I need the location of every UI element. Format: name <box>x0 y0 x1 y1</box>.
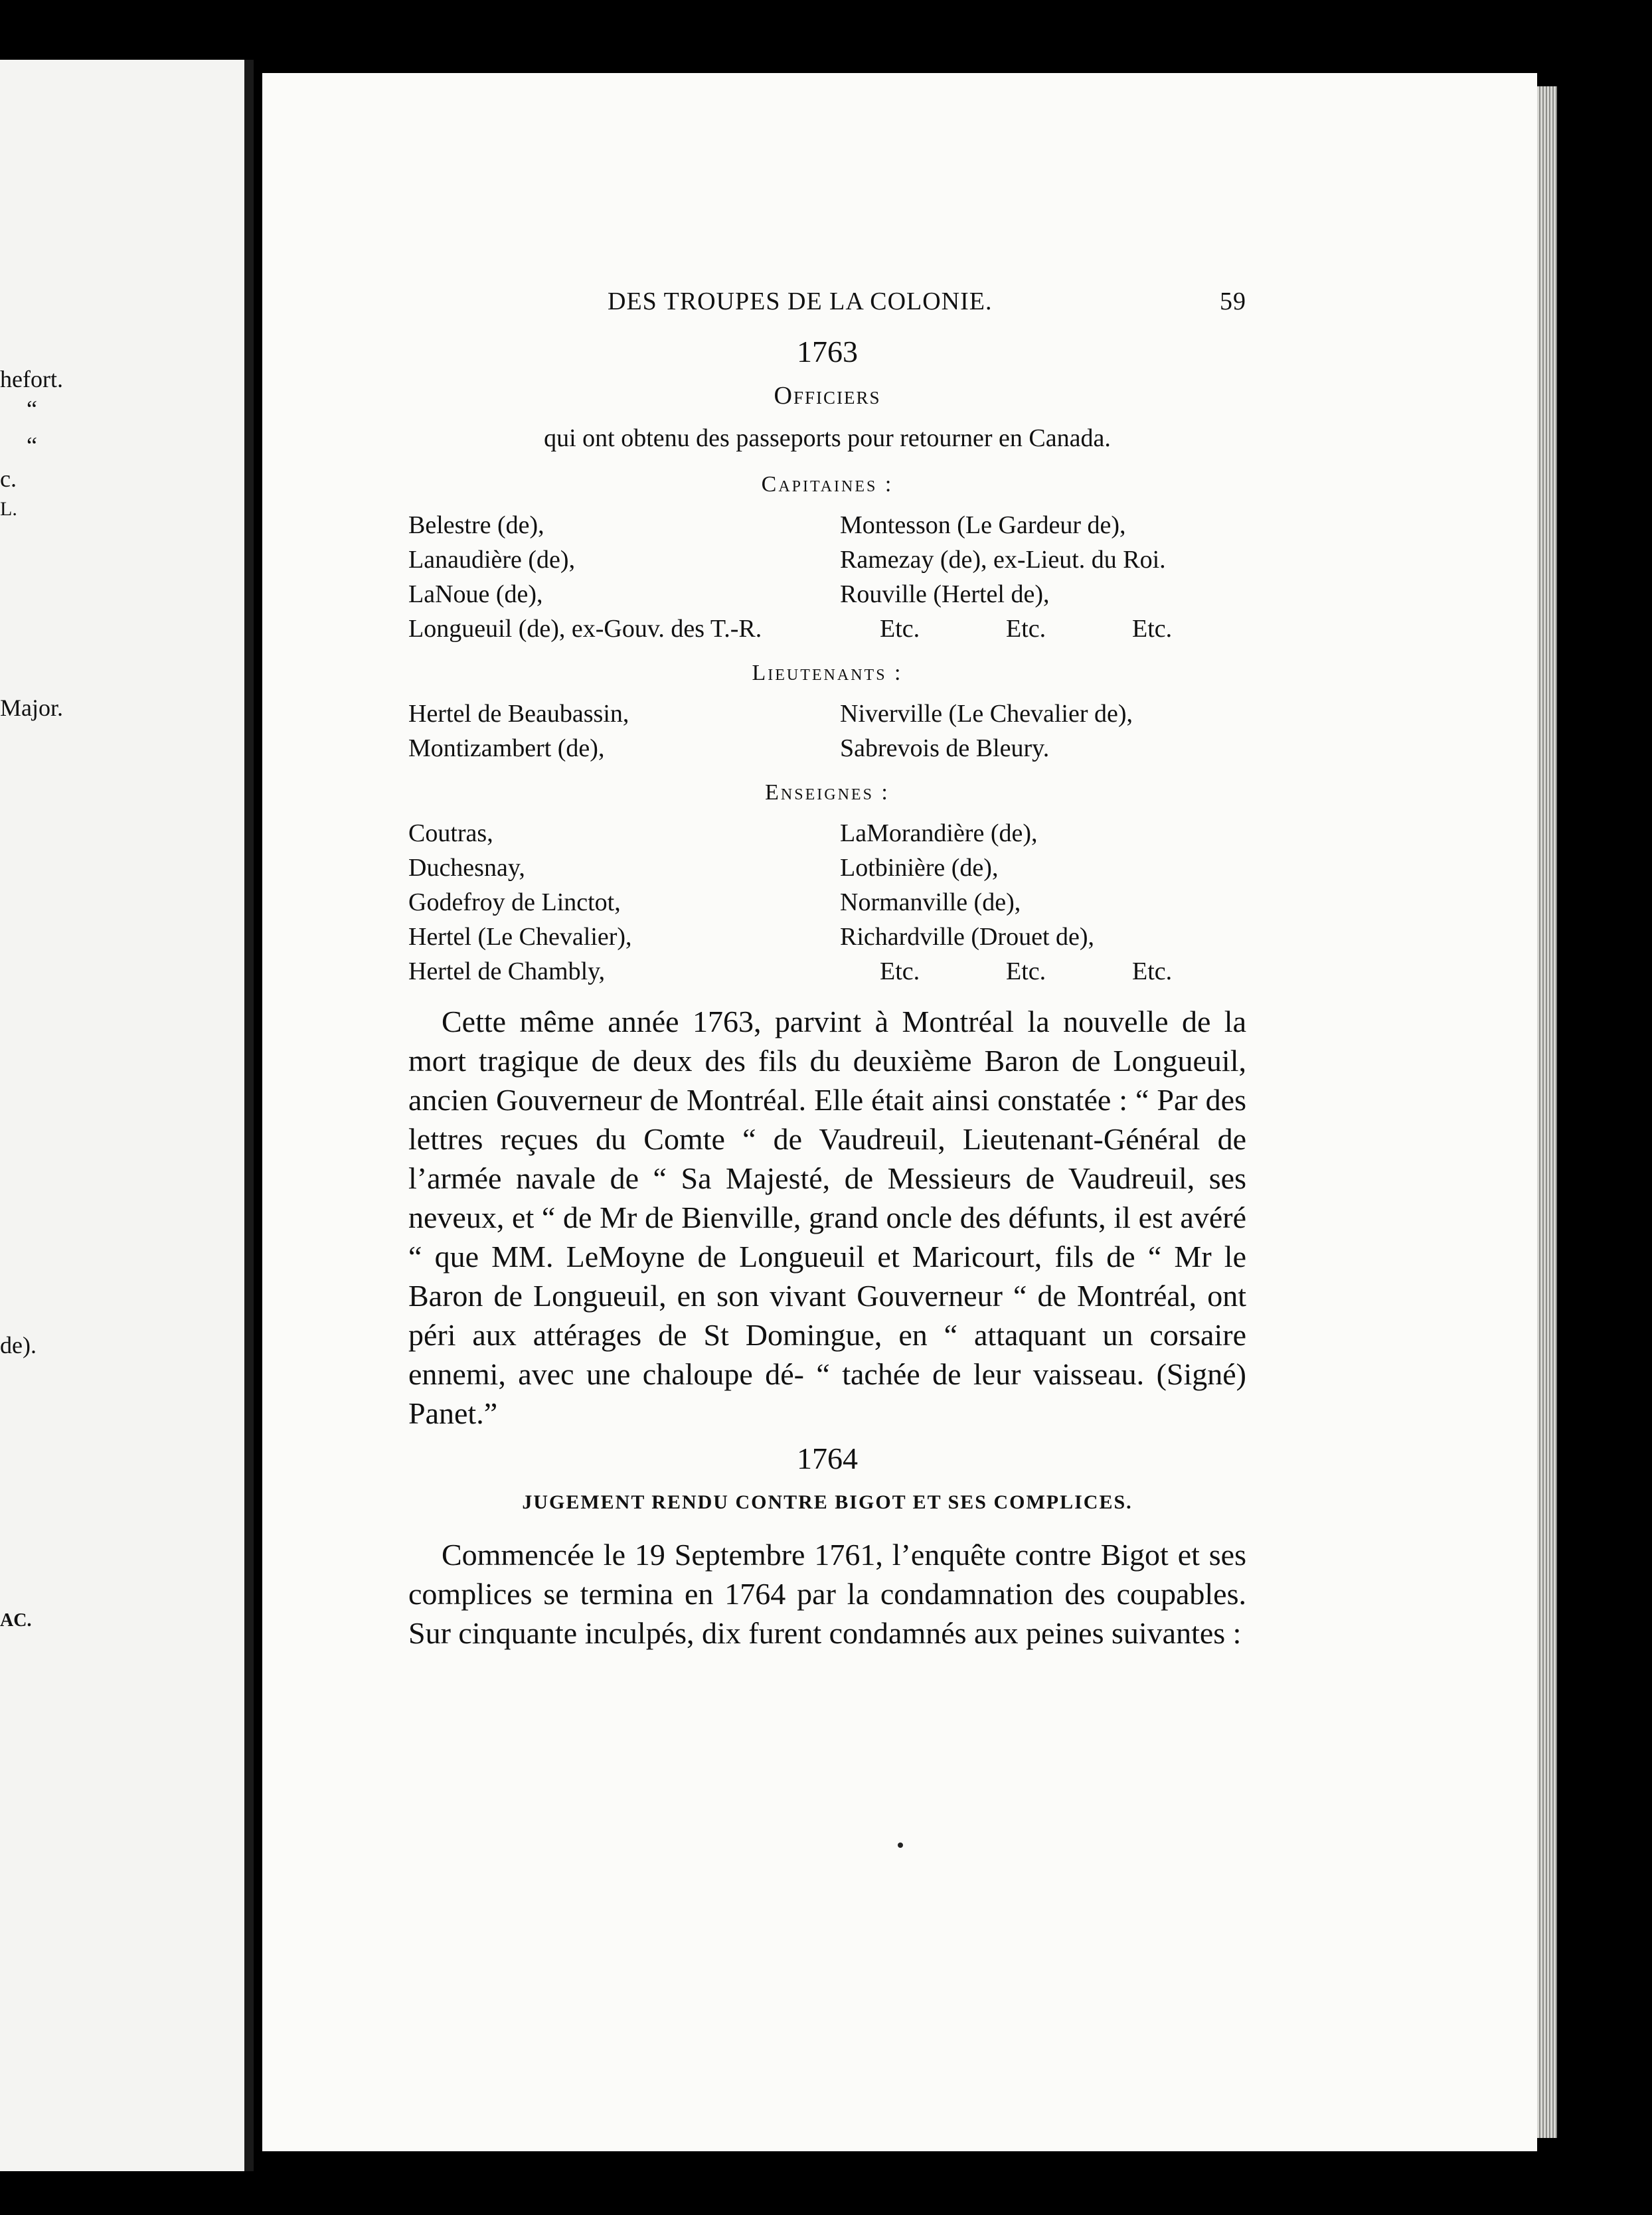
capitaines-title: Capitaines : <box>761 472 894 497</box>
section-heading: JUGEMENT RENDU CONTRE BIGOT ET SES COMPLICES. <box>522 1491 1133 1513</box>
ink-speck <box>898 1843 903 1848</box>
page-edges <box>1537 86 1557 2138</box>
officer-name: Rouville (Hertel de), <box>840 580 1050 608</box>
lieutenants-list <box>408 697 1246 766</box>
running-head <box>408 282 1246 329</box>
etc-row <box>840 954 1246 989</box>
etc-text: Etc. <box>1132 957 1173 985</box>
previous-page-fragment <box>0 60 252 2171</box>
fragment-text: “ <box>27 432 37 459</box>
etc-text: Etc. <box>880 957 920 985</box>
fragment-text: hefort. <box>0 366 63 392</box>
lieutenants-title: Lieutenants : <box>752 661 903 685</box>
fragment-text: AC. <box>0 1610 32 1631</box>
officer-name: Belestre (de), <box>408 511 544 539</box>
fragment-text: c. <box>0 465 17 492</box>
officer-name: Duchesnay, <box>408 854 525 882</box>
officer-name: Coutras, <box>408 819 493 847</box>
fragment-text: L. <box>0 498 17 520</box>
page-number: 59 <box>1220 287 1246 315</box>
enseignes-title: Enseignes : <box>765 780 890 805</box>
officer-name: Lotbinière (de), <box>840 854 999 882</box>
etc-text: Etc. <box>1006 615 1046 643</box>
section-heading: Officiers <box>774 382 881 410</box>
body-paragraph: Commencée le 19 Septembre 1761, l’enquête contre Bigot et ses complices se termina en 1764 par la condamnation des coupables. Sur cinquante inculpés, dix furent condamnés aux peines suivantes : <box>408 1538 1246 1650</box>
year-heading: 1763 <box>797 335 858 369</box>
officer-name: Ramezay (de), ex-Lieut. du Roi. <box>840 546 1166 574</box>
body-paragraph: Cette même année 1763, parvint à Montréal la nouvelle de la mort tragique de deux des fils du deuxième Baron de Longueuil, ancien Gouverneur de Montréal. Elle était ainsi constatée : “ Par des lettres reçues du Comte “ de Vaudreuil, Lieutenant-Général de l’armée navale de “ Sa Majesté, de Messieurs de Vaudreuil, ses neveux, et “ de Mr de Bienville, grand oncle des défunts, il est avéré “ que MM. LeMoyne de Longueuil et Maricourt, fils de “ Mr le Baron de Longueuil, en son vivant Gouverneur “ de Montréal, ont péri aux attérages de St Domingue, en “ attaquant un corsaire ennemi, avec une chaloupe dé- “ tachée de leur vaisseau. (Signé) Panet.” <box>408 1005 1246 1430</box>
officer-name: Niverville (Le Chevalier de), <box>840 700 1133 728</box>
officer-name: LaNoue (de), <box>408 580 543 608</box>
book-spine <box>244 60 254 2171</box>
officer-name: Hertel de Chambly, <box>408 957 606 985</box>
fragment-text: de). <box>0 1332 37 1358</box>
fragment-text: Major. <box>0 695 63 721</box>
section-subheading: qui ont obtenu des passeports pour retourner en Canada. <box>544 424 1111 452</box>
enseignes-list <box>408 816 1246 989</box>
year-heading: 1764 <box>797 1441 858 1475</box>
officer-name: Montesson (Le Gardeur de), <box>840 511 1126 539</box>
officer-name: Hertel (Le Chevalier), <box>408 923 632 951</box>
etc-text: Etc. <box>1132 615 1173 643</box>
etc-text: Etc. <box>1006 957 1046 985</box>
officer-name: LaMorandière (de), <box>840 819 1038 847</box>
etc-text: Etc. <box>880 615 920 643</box>
officer-name: Hertel de Beaubassin, <box>408 700 629 728</box>
page-content <box>408 282 1246 1659</box>
officer-name: Godefroy de Linctot, <box>408 888 621 916</box>
running-title: DES TROUPES DE LA COLONIE. <box>608 287 993 315</box>
officer-name: Longueuil (de), ex-Gouv. des T.-R. <box>408 615 762 643</box>
officer-name: Normanville (de), <box>840 888 1021 916</box>
etc-row <box>840 612 1246 646</box>
capitaines-list <box>408 508 1246 646</box>
officer-name: Sabrevois de Bleury. <box>840 734 1050 762</box>
officer-name: Montizambert (de), <box>408 734 605 762</box>
officer-name: Lanaudière (de), <box>408 546 576 574</box>
officer-name: Richardville (Drouet de), <box>840 923 1095 951</box>
fragment-text: “ <box>27 396 37 422</box>
